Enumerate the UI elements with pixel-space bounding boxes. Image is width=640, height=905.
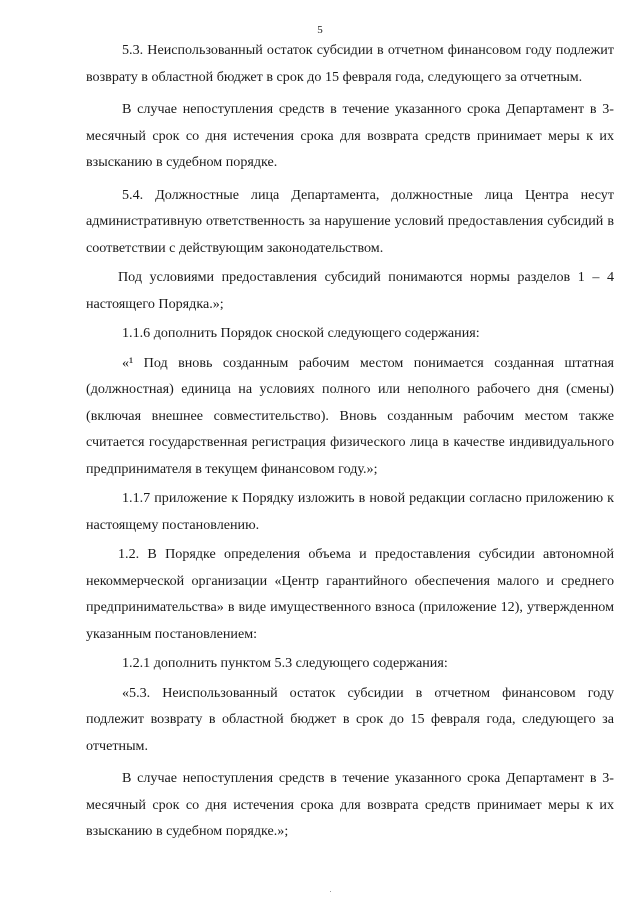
paragraph-1-2-1: 1.2.1 дополнить пунктом 5.3 следующего содержания:: [122, 655, 448, 671]
paragraph-conditions: Под условиями предоставления субсидий понимаются нормы разделов 1 – 4 настоящего Порядка.»;: [86, 269, 614, 312]
paragraph-quoted-refund-failure: В случае непоступления средств в течение указанного срока Департамент в 3-месячный срок со дня истечения срока для возврата средств принимает меры к их взысканию в судебном порядке.»;: [86, 770, 614, 839]
paragraph-1-1-6: 1.1.6 дополнить Порядок сноской следующего содержания:: [122, 325, 480, 341]
scan-speck: [330, 891, 331, 892]
paragraph-1-2: 1.2. В Порядке определения объема и предоставления субсидии автономной некоммерческой организации «Центр гарантийного обеспечения малого и среднего предпринимательства» в виде имущественного взноса (приложение 12), утвержденном указанным постановлением:: [86, 546, 614, 642]
paragraph-refund-failure: В случае непоступления средств в течение указанного срока Департамент в 3-месячный срок со дня истечения срока для возврата средств принимает меры к их взысканию в судебном порядке.: [86, 101, 614, 170]
paragraph-footnote: «¹ Под вновь созданным рабочим местом понимается созданная штатная (должностная) единица на условиях полного или неполного рабочего дня (смены) (включая внешнее совместительство). Вновь созданным рабочим местом также считается государственная регистрация физического лица в качестве индивидуального предпринимателя в текущем финансовом году.»;: [86, 354, 614, 477]
paragraph-1-1-7: 1.1.7 приложение к Порядку изложить в новой редакции согласно приложению к настоящему постановлению.: [86, 490, 614, 533]
paragraph-5-4: 5.4. Должностные лица Департамента, должностные лица Центра несут административную ответственность за нарушение условий предоставления субсидий в соответствии с действующим законодательством.: [86, 186, 614, 256]
paragraph-quoted-5-3: «5.3. Неиспользованный остаток субсидии в отчетном финансовом году подлежит возврату в областной бюджет в срок до 15 февраля года, следующего за отчетным.: [86, 684, 614, 754]
page-number: 5: [317, 24, 323, 36]
document-body: [86, 37, 614, 845]
paragraph-5-3: 5.3. Неиспользованный остаток субсидии в отчетном финансовом году подлежит возврату в областной бюджет в срок до 15 февраля года, следующего за отчетным.: [86, 42, 614, 85]
